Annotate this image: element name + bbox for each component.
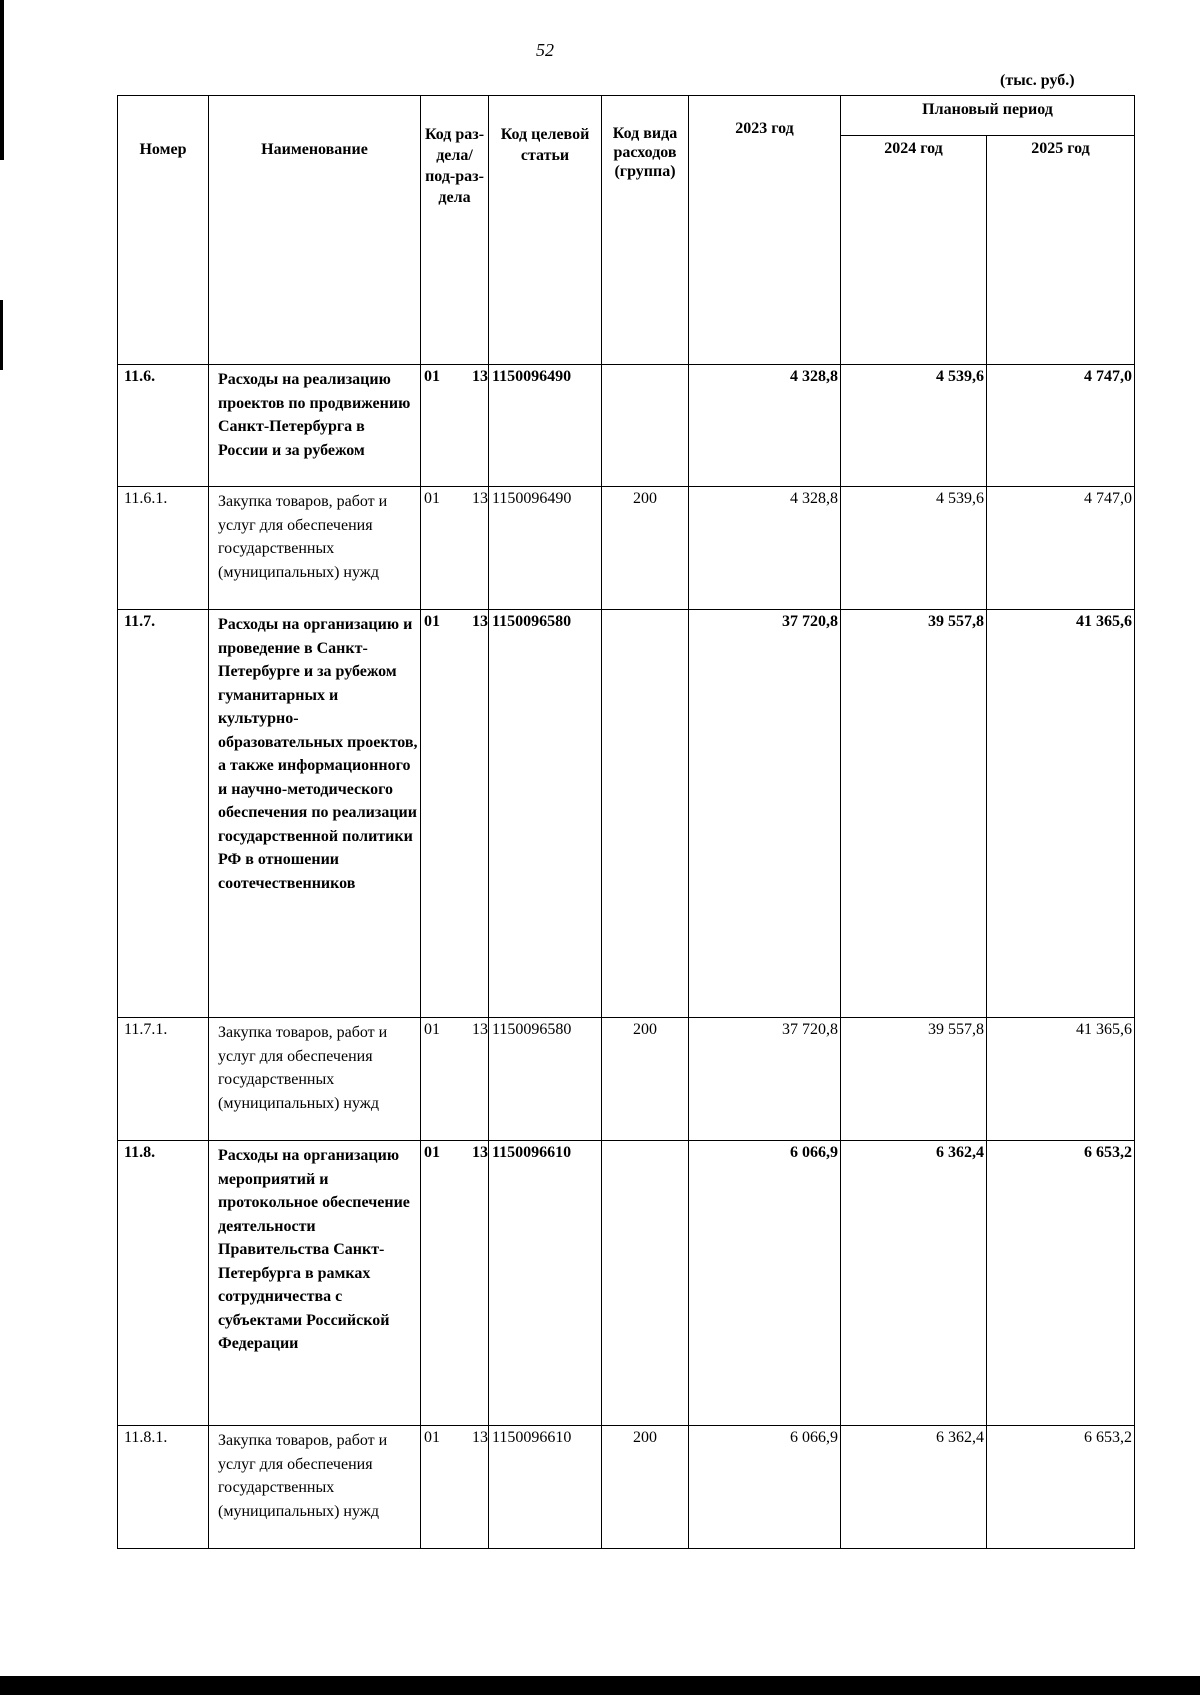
row-amount-2023: 4 328,8 [689,487,841,610]
header-year-2024: 2024 год [841,136,987,365]
header-target-code: Код целевой статьи [489,96,602,365]
row-expense-type: 200 [602,487,689,610]
row-number: 11.8.1. [118,1426,209,1549]
table-row [118,365,1135,487]
row-amount-2024: 4 539,6 [841,487,987,610]
row-amount-2023: 6 066,9 [689,1426,841,1549]
row-target-code: 1150096490 [489,365,602,487]
row-expense-type: 200 [602,1018,689,1141]
header-section-code: Код раз-дела/ под-раз-дела [421,96,489,365]
table-row [118,1426,1135,1549]
row-section-code [421,1141,489,1426]
row-amount-2025: 4 747,0 [987,487,1135,610]
row-amount-2023: 6 066,9 [689,1141,841,1426]
header-number: Номер [118,96,209,365]
row-amount-2024: 4 539,6 [841,365,987,487]
budget-table [117,95,1135,1549]
row-name: Расходы на организацию и проведение в Санкт-Петербурге и за рубежом гуманитарных и культурно-образовательных проектов, а также информационного и научно-методического обеспечения по реализации государственной политики РФ в отношении соотечественников [209,610,421,1018]
row-section-code [421,1018,489,1141]
row-expense-type [602,610,689,1018]
row-target-code: 1150096610 [489,1141,602,1426]
header-planned-period: Плановый период [841,96,1135,136]
row-section-code [421,610,489,1018]
row-amount-2023: 37 720,8 [689,610,841,1018]
header-year-2023: 2023 год [689,96,841,365]
row-number: 11.6. [118,365,209,487]
row-podrazdel: 13 [472,1429,488,1446]
row-razdel: 01 [424,1144,440,1161]
row-amount-2025: 6 653,2 [987,1426,1135,1549]
page-number: 52 [536,40,554,60]
scan-bottom-border [0,1676,1200,1695]
row-razdel: 01 [424,1021,440,1038]
row-razdel: 01 [424,1429,440,1446]
row-podrazdel: 13 [472,1144,488,1161]
row-section-code [421,365,489,487]
table-row [118,487,1135,610]
row-number: 11.8. [118,1141,209,1426]
row-name: Закупка товаров, работ и услуг для обеспечения государственных (муниципальных) нужд [209,487,421,610]
row-razdel: 01 [424,490,440,507]
row-amount-2024: 6 362,4 [841,1426,987,1549]
row-podrazdel: 13 [472,613,488,630]
row-expense-type: 200 [602,1426,689,1549]
row-name: Расходы на реализацию проектов по продвижению Санкт-Петербурга в России и за рубежом [209,365,421,487]
table-row [118,610,1135,1018]
row-amount-2025: 41 365,6 [987,610,1135,1018]
row-amount-2023: 4 328,8 [689,365,841,487]
row-number: 11.6.1. [118,487,209,610]
row-name: Закупка товаров, работ и услуг для обеспечения государственных (муниципальных) нужд [209,1018,421,1141]
row-name: Расходы на организацию мероприятий и протокольное обеспечение деятельности Правительства Санкт-Петербурга в рамках сотрудничества с субъектами Российской Федерации [209,1141,421,1426]
row-podrazdel: 13 [472,368,488,385]
header-year-2025: 2025 год [987,136,1135,365]
row-razdel: 01 [424,368,440,385]
row-amount-2025: 6 653,2 [987,1141,1135,1426]
row-podrazdel: 13 [472,1021,488,1038]
scan-edge-mark [0,0,4,160]
row-amount-2025: 41 365,6 [987,1018,1135,1141]
row-amount-2024: 6 362,4 [841,1141,987,1426]
header-name: Наименование [209,96,421,365]
row-podrazdel: 13 [472,490,488,507]
header-expense-type-code: Код вида расходов (группа) [602,96,689,365]
row-amount-2025: 4 747,0 [987,365,1135,487]
row-number: 11.7. [118,610,209,1018]
row-section-code [421,487,489,610]
row-expense-type [602,365,689,487]
row-amount-2023: 37 720,8 [689,1018,841,1141]
row-target-code: 1150096580 [489,610,602,1018]
units-label: (тыс. руб.) [1000,72,1075,89]
row-target-code: 1150096490 [489,487,602,610]
row-expense-type [602,1141,689,1426]
scan-edge-mark [0,300,3,370]
row-name: Закупка товаров, работ и услуг для обеспечения государственных (муниципальных) нужд [209,1426,421,1549]
row-target-code: 1150096610 [489,1426,602,1549]
row-razdel: 01 [424,613,440,630]
table-row [118,1018,1135,1141]
row-section-code [421,1426,489,1549]
row-amount-2024: 39 557,8 [841,1018,987,1141]
row-target-code: 1150096580 [489,1018,602,1141]
table-row [118,1141,1135,1426]
row-amount-2024: 39 557,8 [841,610,987,1018]
row-number: 11.7.1. [118,1018,209,1141]
